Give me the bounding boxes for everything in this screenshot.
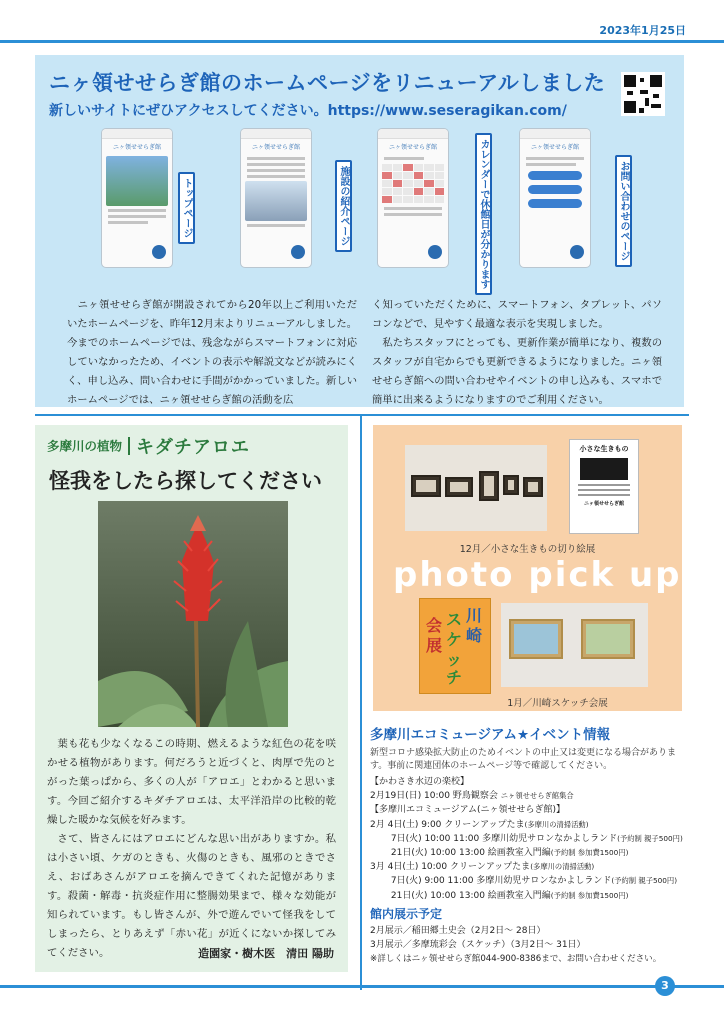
label-contact-page: お問い合わせのページ <box>615 155 632 267</box>
phone-screenshot-contact: ニヶ領せせらぎ館 <box>519 128 591 268</box>
article-column-right: く知っていただくために、スマートフォン、タブレット、パソコンなどで、見やすく最適な表示を実現しました。 私たちスタッフにとっても、更新作業が簡単になり、複数のスタッフが自宅からでも更新できるようになりました。ニヶ領せせらぎ館への問い合わせやイベントの申し込みも、スマホで簡単に出来るようになりますのでご利用ください。 <box>372 299 662 406</box>
page-date: 2023年1月25日 <box>599 24 686 37</box>
exhibit-row: ※詳しくはニヶ領せせらぎ館044-900-8386まで、お問い合わせください。 <box>370 954 662 965</box>
homepage-renewal-article <box>35 55 684 407</box>
event-info <box>370 723 688 966</box>
event-row: 21日(火) 10:00 13:00 絵画教室入門編(予約制 参加費1500円) <box>370 848 629 859</box>
event-row: 【多摩川エコミュージアム(ニヶ領せせらぎ館)】 <box>370 805 566 816</box>
plant-paragraph-1: 葉も花も少なくなるこの時期、燃えるような紅色の花を咲かせる植物があります。何だろうと近づくと、肉厚で先のとがった葉っぱから、多くの人が「アロエ」とわかると思います。今回ご紹介するキダチアロエは、太平洋沿岸の比較的乾燥した暖かな気候を好みます。 <box>47 738 336 826</box>
photo-pickup-title: photo pick up <box>393 555 682 595</box>
label-calendar: カレンダーで休館日が分かります <box>475 133 492 295</box>
event-row: 2月 4日(土) 9:00 クリーンアップたま(多摩川の清掃活動) <box>370 819 589 830</box>
exhibit-schedule-title: 館内展示予定 <box>370 906 443 921</box>
plant-category: 多摩川の植物 <box>47 438 123 454</box>
exhibit-photo-december <box>405 445 547 531</box>
article-column-left: ニヶ領せせらぎ館が開設されてから20年以上ご利用いただいたホームページを、昨年12月末よりリニューアルしました。今までのホームページでは、残念ながらスマートフォンに対応していなかったため、イベントの表示や解説文などが読みにくく、申し込み、問い合わせに手間がかかっていました。新しいホームページでは、ニヶ領せせらぎ館の活動を広 <box>67 299 357 406</box>
bottom-rule <box>0 985 724 988</box>
exhibit-poster-small-creatures: 小さな生きもの ニヶ領せせらぎ館 <box>569 439 639 534</box>
qr-code-icon[interactable] <box>621 72 665 116</box>
label-facility-page: 施設の紹介ページ <box>335 160 352 252</box>
event-row: 21日(火) 10:00 13:00 絵画教室入門編(予約制 参加費1500円) <box>370 890 629 901</box>
caption-december: 12月／小さな生きもの切り絵展 <box>459 544 596 555</box>
event-list <box>370 775 688 903</box>
phone-screenshot-calendar: ニヶ領せせらぎ館 <box>377 128 449 268</box>
plant-title: 怪我をしたら探してください <box>49 469 322 493</box>
caption-january: 1月／川崎スケッチ会展 <box>507 698 608 709</box>
event-row: 2月19日(日) 10:00 野鳥観察会 ニヶ領せせらぎ館集合 <box>370 791 574 802</box>
exhibit-photo-january <box>501 603 648 687</box>
article-subtitle[interactable]: 新しいサイトにぜひアクセスしてください。https://www.seseragikan.com/ <box>49 103 567 119</box>
plant-paragraph-2: さて、皆さんにはアロエにどんな思い出がありますか。私は小さい頃、ケガのときも、火傷のときも、風邪のときでさえ、おばあさんがアロエを摘んできてくれた記憶があります。殺菌・解毒・抗炎症作用に整腸効果まで、様々な効能が知られています。もし皆さんが、外で遊んでいて怪我をしてしまったら、とりあえず「赤い花」が近くにないか探してみてください。 <box>47 833 336 959</box>
event-row: 7日(火) 9:00 11:00 多摩川幼児サロンなかよしランド(予約制 親子500円) <box>370 876 678 887</box>
photo-pickup <box>373 425 682 711</box>
aloe-flower-photo <box>98 501 288 727</box>
event-row: 【かわさき水辺の楽校】 <box>370 777 470 787</box>
exhibit-row: 3月展示／多摩琉彩会（スケッチ）（3月2日～ 31日） <box>370 940 586 951</box>
column-divider <box>360 416 362 990</box>
plant-body <box>47 735 336 963</box>
phone-screenshot-facility: ニヶ領せせらぎ館 <box>240 128 312 268</box>
event-info-note: 新型コロナ感染拡大防止のためイベントの中止又は変更になる場合があります。事前に関連団体のホームページ等で確認してください。 <box>370 748 677 771</box>
plant-name: キダチアロエ <box>136 437 250 458</box>
event-info-title: 多摩川エコミュージアム★イベント情報 <box>370 727 611 743</box>
event-row: 7日(火) 10:00 11:00 多摩川幼児サロンなかよしランド(予約制 親子500円) <box>370 833 683 844</box>
event-row: 3月 4日(土) 10:00 クリーンアップたま(多摩川の清掃活動) <box>370 862 595 873</box>
plant-header <box>47 433 250 459</box>
plant-article <box>35 425 348 972</box>
exhibit-list <box>370 924 688 967</box>
exhibit-row: 2月展示／稲田郷土史会（2月2日～ 28日） <box>370 925 546 936</box>
label-top-page: トップページ <box>178 172 195 244</box>
top-rule <box>0 40 724 43</box>
phone-screenshot-top: ニヶ領せせらぎ館 <box>101 128 173 268</box>
plant-author: 造園家・樹木医 清田 陽助 <box>198 947 334 960</box>
section-divider <box>35 414 689 416</box>
exhibit-poster-sketch: 川 崎 ス ケ ッ チ 会 展 <box>419 598 491 694</box>
page-number: 3 <box>655 976 675 996</box>
article-title: ニヶ領せせらぎ館のホームページをリニューアルしました <box>49 71 606 95</box>
